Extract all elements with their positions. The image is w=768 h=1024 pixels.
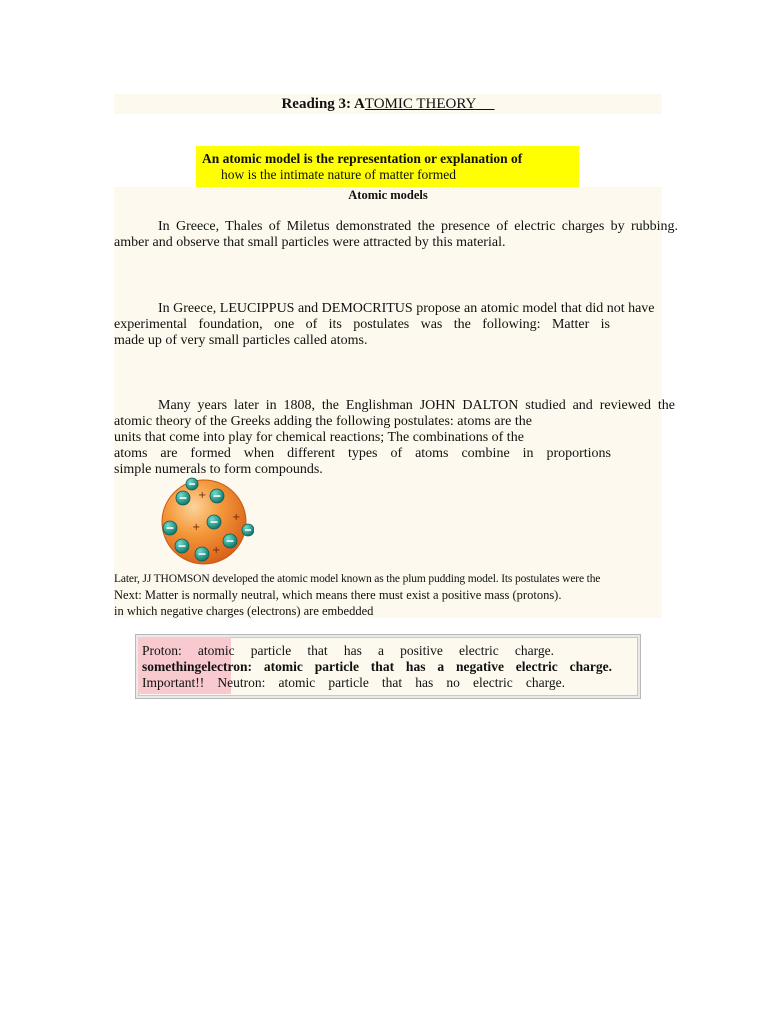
electron-icon <box>223 534 237 548</box>
proton-definition: Proton: atomic particle that has a positive electric charge. <box>142 643 554 658</box>
definition-highlight <box>196 146 579 187</box>
paragraph-thomson <box>114 571 678 619</box>
paragraph-thales <box>114 219 678 251</box>
section-title: Atomic models <box>348 188 428 202</box>
title-underlined: TOMIC THEORY <box>364 96 476 112</box>
electron-icon <box>195 547 209 561</box>
definition-line-1: An atomic model is the representation or explanation of <box>202 151 523 166</box>
paragraph-line: atoms are formed when different types of atoms combine in proportions <box>114 446 611 461</box>
electron-icon <box>210 489 224 503</box>
plus-icon: + <box>198 490 207 501</box>
definition-line-2: how is the intimate nature of matter formed <box>221 167 457 182</box>
electron-icon <box>176 491 190 505</box>
electron-icon <box>175 539 189 553</box>
paragraph-line: atomic theory of the Greeks adding the following postulates: atoms are the <box>114 414 532 429</box>
electron-definition: somethingelectron: atomic particle that has a negative electric charge. <box>142 659 612 674</box>
particles-definitions <box>142 643 614 691</box>
paragraph-line: units that come into play for chemical reactions; The combinations of the <box>114 430 524 445</box>
paragraph-line: amber and observe that small particles were attracted by this material. <box>114 235 506 250</box>
paragraph-line: simple numerals to form compounds. <box>114 462 323 477</box>
electron-icon <box>186 478 198 490</box>
paragraph-line: Next: Matter is normally neutral, which means there must exist a positive mass (protons). <box>114 588 562 602</box>
plus-icon: + <box>192 522 201 533</box>
paragraph-dalton <box>114 398 678 478</box>
paragraph-line: In Greece, Thales of Miletus demonstrated the presence of electric charges by rubbing. <box>158 219 678 234</box>
neutron-definition: Important!! Neutron: atomic particle that has no electric charge. <box>142 675 565 690</box>
paragraph-line: experimental foundation, one of its postulates was the following: Matter is <box>114 317 610 332</box>
plum-pudding-atom-image <box>158 476 254 568</box>
electron-icon <box>242 524 254 536</box>
page-title: Reading 3: ATOMIC THEORY <box>281 96 476 112</box>
paragraph-line: made up of very small particles called atoms. <box>114 333 368 348</box>
electron-icon <box>163 521 177 535</box>
paragraph-line: in which negative charges (electrons) are embedded <box>114 604 374 618</box>
paragraph-line: In Greece, LEUCIPPUS and DEMOCRITUS propose an atomic model that did not have <box>158 301 655 316</box>
paragraph-line: Many years later in 1808, the Englishman JOHN DALTON studied and reviewed the <box>158 398 675 413</box>
electron-icon <box>207 515 221 529</box>
plus-icon: + <box>212 545 221 556</box>
paragraph-line: Later, JJ THOMSON developed the atomic model known as the plum pudding model. Its postulates were the <box>114 573 601 585</box>
plus-icon: + <box>232 512 241 523</box>
paragraph-leucippus <box>114 301 678 349</box>
